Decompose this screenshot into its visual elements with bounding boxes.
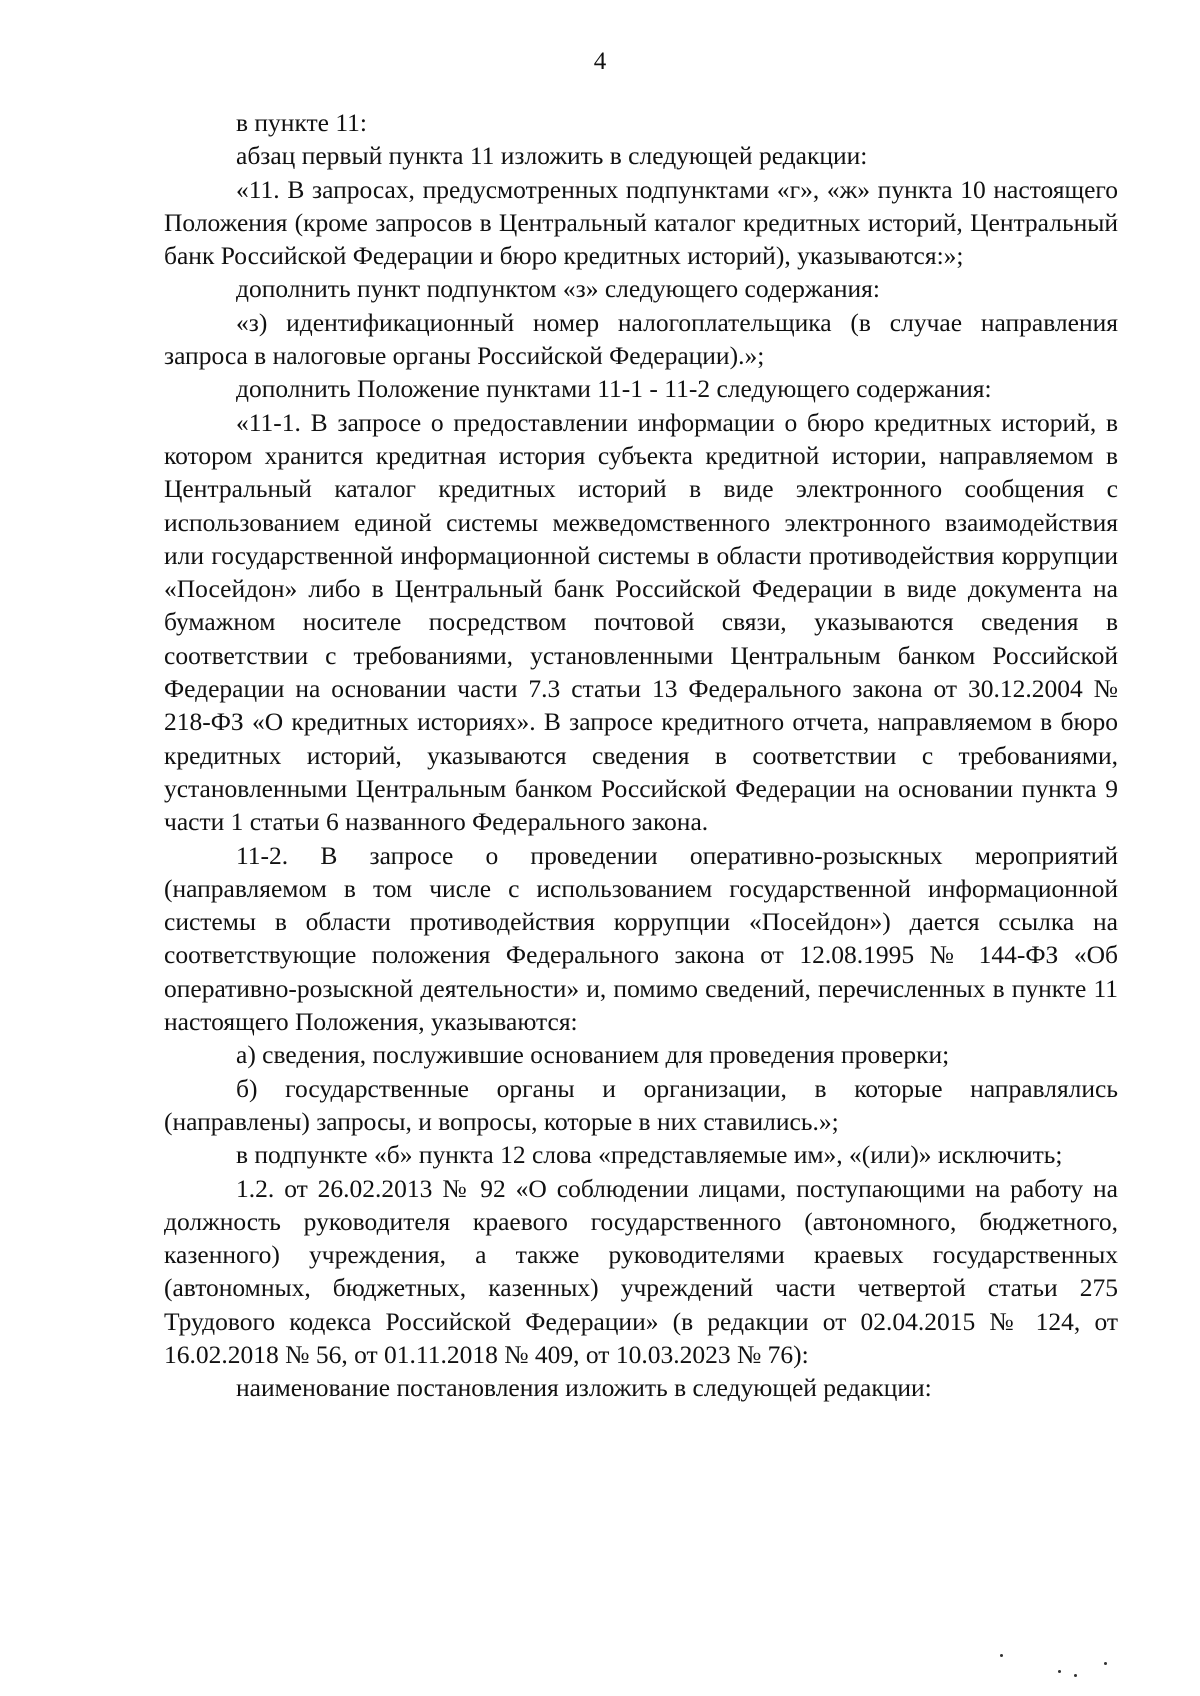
paragraph: абзац первый пункта 11 изложить в следующей редакции: (236, 141, 868, 171)
paragraph: «з) идентификационный номер налогоплательщика (в случае направления запроса в налоговые органы Российской Федерации).»; (164, 307, 1118, 371)
scan-speck (1058, 1670, 1061, 1673)
paragraph: б) государственные органы и организации, в которые направлялись (направлены) запросы, и вопросы, которые в них ставились.»; (164, 1073, 1118, 1136)
document-body (164, 106, 1118, 1405)
paragraph: в подпункте «б» пункта 12 слова «представляемые им», «(или)» исключить; (236, 1140, 1063, 1170)
paragraph: наименование постановления изложить в следующей редакции: (236, 1373, 932, 1403)
paragraph: дополнить Положение пунктами 11-1 - 11-2 следующего содержания: (236, 374, 992, 404)
paragraph: в пункте 11: (236, 108, 367, 137)
scan-speck (1074, 1674, 1077, 1677)
paragraph: 1.2. от 26.02.2013 № 92 «О соблюдении лицами, поступающими на работу на должность руководителя краевого государственного (автономного, бюджетного, казенного) учреждения, а также руководителями краевых государственных (автономных, бюджетных, казенных) учреждений части четвертой статьи 275 Трудового кодекса Российской Федерации» (в редакции от 02.04.2015 № 124, от 16.02.2018 № 56, от 01.11.2018 № 409, от 10.03.2023 № 76): (164, 1173, 1118, 1369)
page-number: 4 (593, 48, 607, 75)
paragraph: «11. В запросах, предусмотренных подпунктами «г», «ж» пункта 10 настоящего Положения (кроме запросов в Центральный каталог кредитных историй, Центральный банк Российской Федерации и бюро кредитных историй), указываются:»; (164, 174, 1118, 271)
paragraph: дополнить пункт подпунктом «з» следующего содержания: (236, 274, 880, 304)
scan-speck (1104, 1662, 1107, 1665)
scan-specks (1000, 1648, 1120, 1678)
paragraph: а) сведения, послужившие основанием для проведения проверки; (236, 1040, 950, 1070)
scan-speck (1000, 1654, 1003, 1657)
paragraph: «11-1. В запросе о предоставлении информации о бюро кредитных историй, в котором хранится кредитная история субъекта кредитной истории, направляемом в Центральный каталог кредитных историй в виде электронного сообщения с использованием единой системы межведомственного электронного взаимодействия или государственной информационной системы в области противодействия коррупции «Посейдон» либо в Центральный банк Российской Федерации в виде документа на бумажном носителе посредством почтовой связи, указываются сведения в соответствии с требованиями, установленными Центральным банком Российской Федерации на основании части 7.3 статьи 13 Федерального закона от 30.12.2004 № 218-ФЗ «О кредитных историях». В запросе кредитного отчета, направляемом в бюро кредитных историй, указываются сведения в соответствии с требованиями, установленными Центральным банком Российской Федерации на основании пункта 9 части 1 статьи 6 названного Федерального закона. (164, 407, 1118, 837)
paragraph: 11-2. В запросе о проведении оперативно-розыскных мероприятий (направляемом в том числе с использованием государственной информационной системы в области противодействия коррупции «Посейдон») дается ссылка на соответствующие положения Федерального закона от 12.08.1995 № 144-ФЗ «Об оперативно-розыскной деятельности» и, помимо сведений, перечисленных в пункте 11 настоящего Положения, указываются: (164, 840, 1118, 1037)
